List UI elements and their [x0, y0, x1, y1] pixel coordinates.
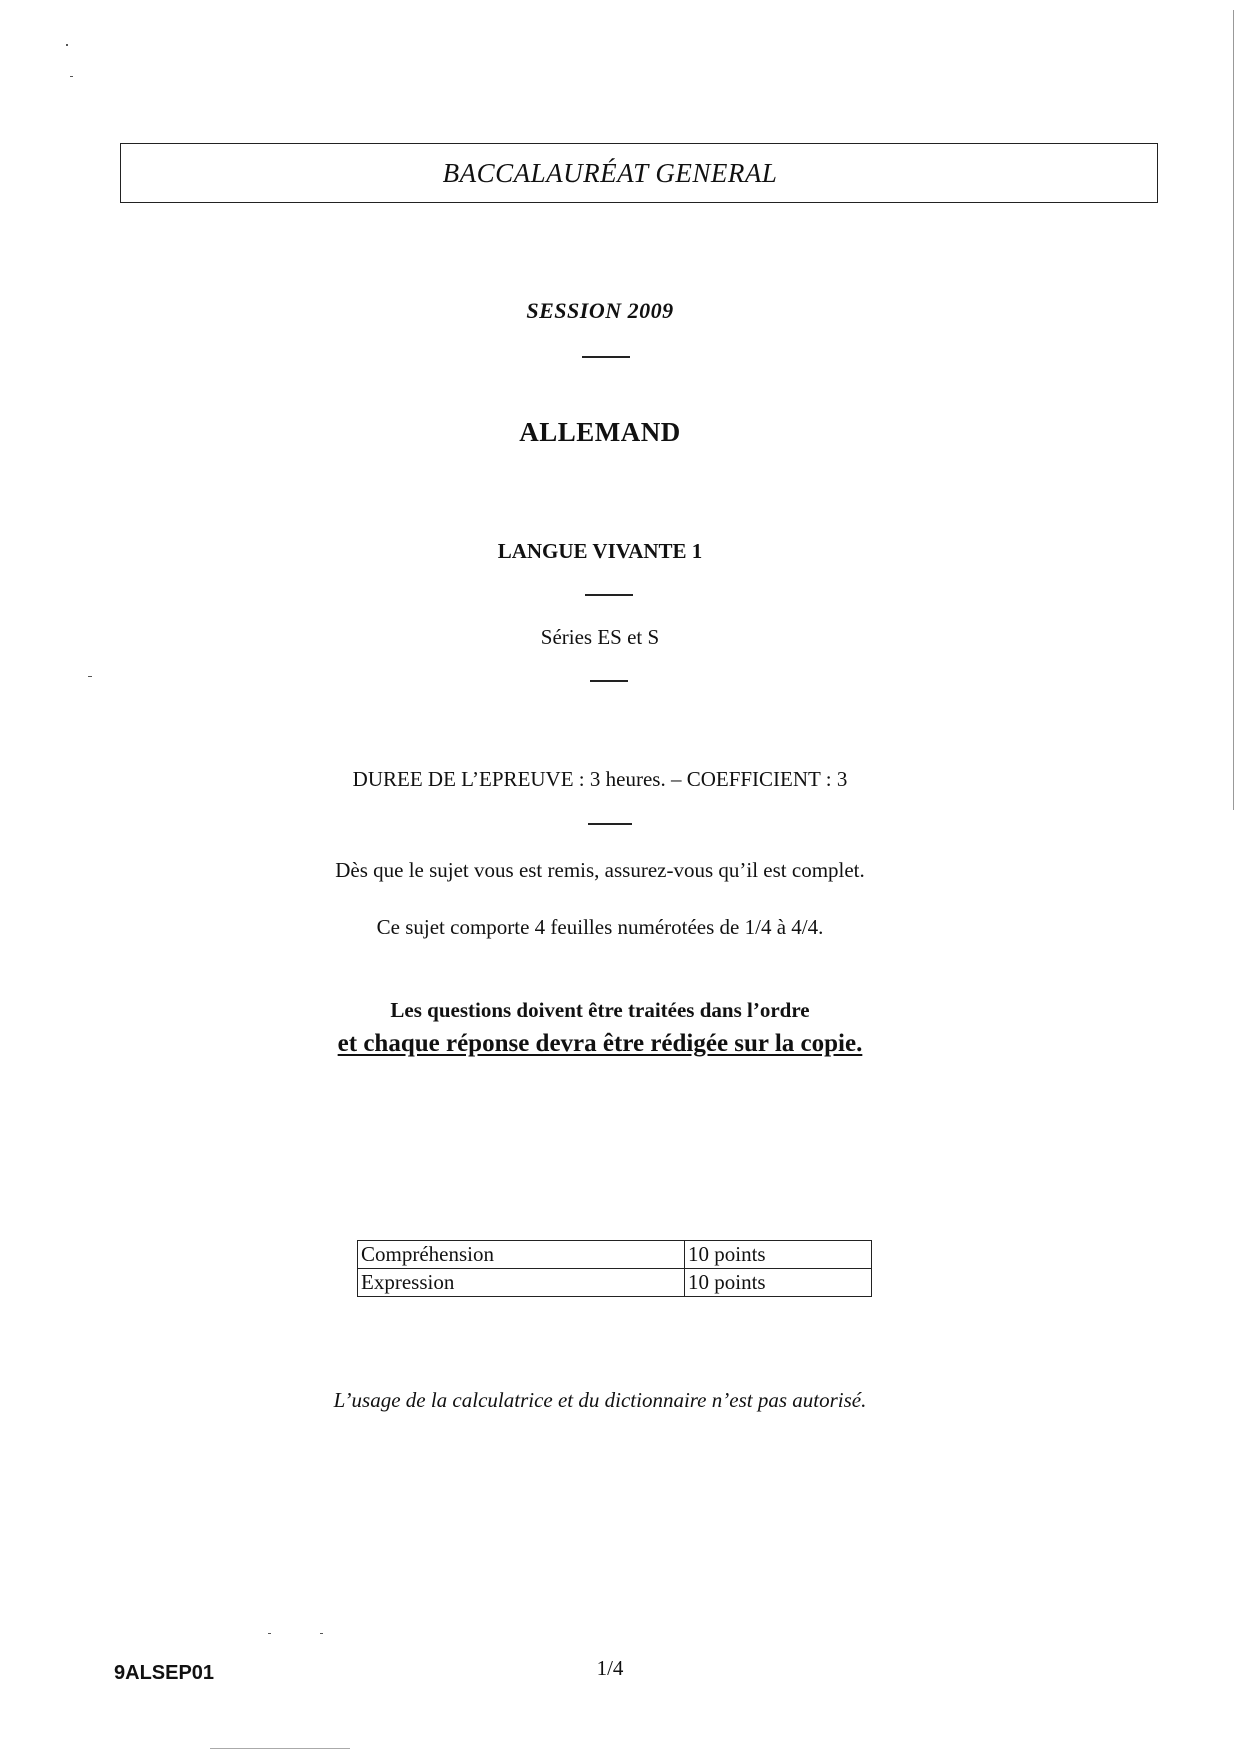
scan-speck: [88, 676, 92, 677]
scan-speck: [66, 44, 68, 46]
scoring-value: 10 points: [685, 1269, 872, 1297]
table-row: [358, 1241, 872, 1269]
scan-speck: [320, 1633, 323, 1634]
scan-edge-line: [210, 1748, 350, 1749]
duration-coefficient: DUREE DE L’EPREUVE : 3 heures. – COEFFICIENT : 3: [352, 767, 848, 791]
instruction-line-1: Les questions doivent être traitées dans l’ordre: [390, 998, 810, 1022]
exam-title: BACCALAURÉAT GENERAL: [442, 158, 778, 188]
scoring-value: 10 points: [685, 1241, 872, 1269]
completeness-note: Dès que le sujet vous est remis, assurez-vous qu’il est complet.: [335, 858, 865, 882]
separator-dash: [588, 823, 632, 825]
instruction-line-2: et chaque réponse devra être rédigée sur la copie.: [337, 1030, 863, 1057]
subject-title: ALLEMAND: [519, 417, 681, 447]
scoring-table: [357, 1240, 872, 1297]
table-row: [358, 1269, 872, 1297]
separator-dash: [585, 594, 633, 596]
scoring-label: Expression: [358, 1269, 685, 1297]
scoring-label: Compréhension: [358, 1241, 685, 1269]
page-count-note: Ce sujet comporte 4 feuilles numérotées de 1/4 à 4/4.: [376, 915, 824, 939]
session-label: SESSION 2009: [526, 298, 674, 323]
series-label: Séries ES et S: [540, 625, 660, 649]
separator-dash: [590, 680, 628, 682]
page-number: 1/4: [596, 1656, 624, 1680]
document-code: 9ALSEP01: [114, 1662, 215, 1684]
scan-edge-line: [1233, 10, 1234, 810]
scan-speck: [70, 76, 73, 77]
usage-note: L’usage de la calculatrice et du dictionnaire n’est pas autorisé.: [333, 1388, 867, 1412]
separator-dash: [582, 356, 630, 358]
scan-speck: [268, 1633, 271, 1634]
language-level: LANGUE VIVANTE 1: [497, 539, 703, 563]
